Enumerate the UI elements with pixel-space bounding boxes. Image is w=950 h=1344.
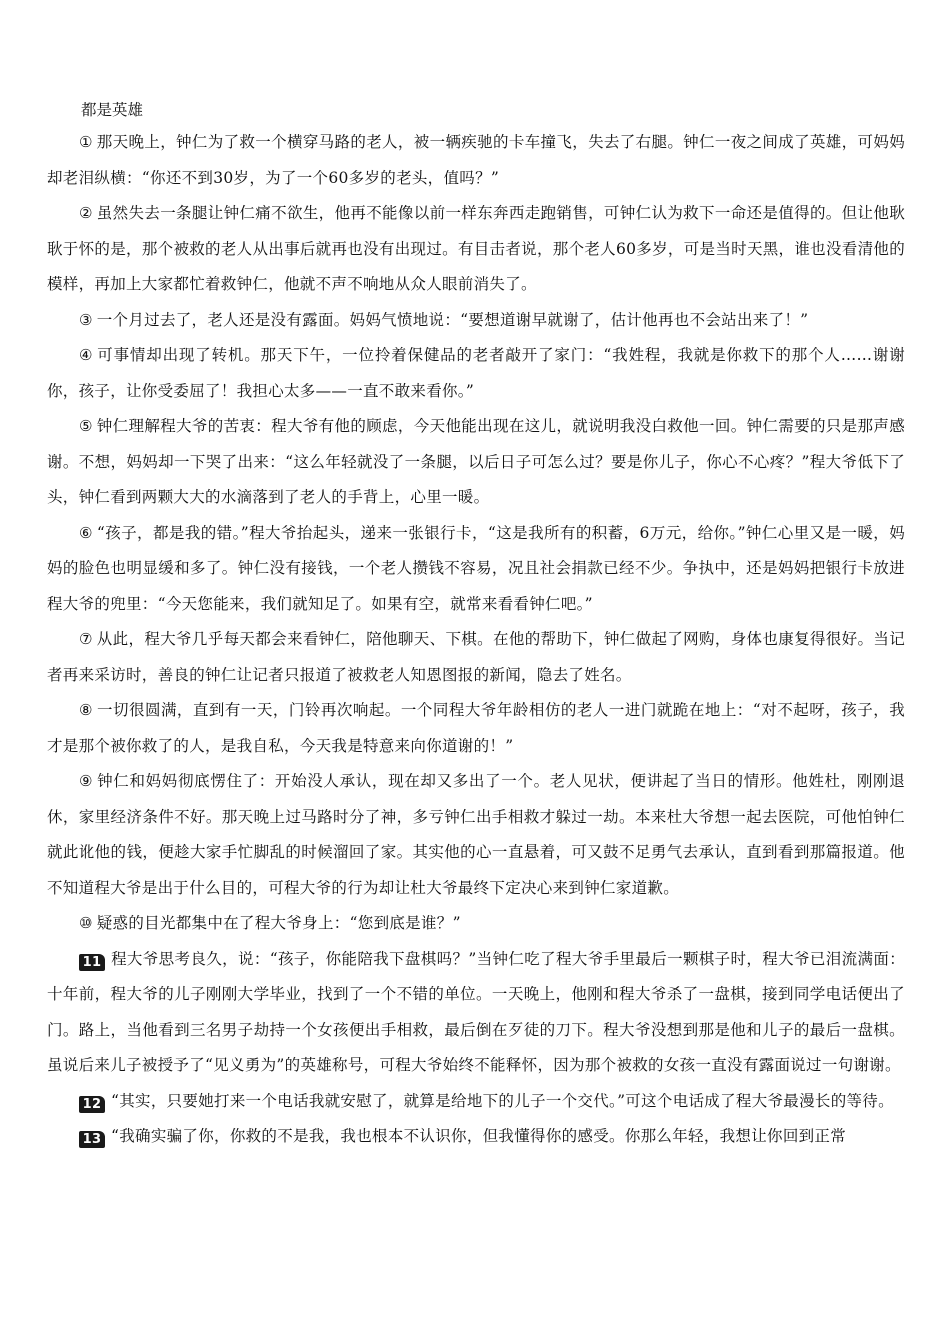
paragraph-text: 程大爷思考良久，说：“孩子，你能陪我下盘棋吗？”当钟仁吃了程大爷手里最后一颗棋子时，程大爷已泪流满面：十年前，程大爷的儿子刚刚大学毕业，找到了一个不错的单位。一天晚上，他刚和程大爷杀了一盘棋，接到同学电话便出了门。路上，当他看到三名男子劫持一个女孩便出手相救，最后倒在歹徒的刀下。程大爷没想到那是他和儿子的最后一盘棋。虽说后来儿子被授予了“见义勇为”的英雄称号，可程大爷始终不能释怀，因为那个被救的女孩一直没有露面说过一句谢谢。	[47, 949, 905, 1074]
paragraph-1	[47, 125, 905, 196]
paragraph-text: 疑惑的目光都集中在了程大爷身上：“您到底是谁？”	[96, 914, 461, 932]
paragraph-number: ⑨	[79, 772, 94, 790]
paragraph-number: ①	[79, 133, 93, 151]
paragraph-number-badge: 12	[79, 1096, 105, 1113]
article-title: 都是英雄	[81, 101, 144, 119]
paragraph-number: ⑤	[79, 417, 93, 435]
paragraph-text: 那天晚上，钟仁为了救一个横穿马路的老人，被一辆疾驰的卡车撞飞，失去了右腿。钟仁一夜之间成了英雄，可妈妈却老泪纵横：“你还不到30岁，为了一个60多岁的老头，值吗？”	[47, 133, 905, 187]
paragraph-number-badge: 13	[79, 1131, 105, 1148]
paragraph-5	[47, 409, 905, 516]
paragraph-text: 可事情却出现了转机。那天下午，一位拎着保健品的老者敲开了家门：“我姓程，我就是你救下的那个人……谢谢你，孩子，让你受委屈了！我担心太多——一直不敢来看你。”	[47, 346, 905, 400]
paragraph-number: ⑩	[79, 914, 93, 932]
paragraph-text: 虽然失去一条腿让钟仁痛不欲生，他再不能像以前一样东奔西走跑销售，可钟仁认为救下一命还是值得的。但让他耿耿于怀的是，那个被救的老人从出事后就再也没有出现过。有目击者说，那个老人60多岁，可是当时天黑，谁也没看清他的模样，再加上大家都忙着救钟仁，他就不声不响地从众人眼前消失了。	[47, 204, 905, 293]
paragraph-12	[47, 1084, 905, 1120]
paragraph-text: 钟仁理解程大爷的苦衷：程大爷有他的顾虑，今天他能出现在这儿，就说明我没白救他一回。钟仁需要的只是那声感谢。不想，妈妈却一下哭了出来：“这么年轻就没了一条腿，以后日子可怎么过？要是你儿子，你心不心疼？”程大爷低下了头，钟仁看到两颗大大的水滴落到了老人的手背上，心里一暖。	[47, 417, 905, 506]
paragraph-9	[47, 764, 905, 906]
paragraph-11	[47, 942, 905, 1084]
paragraph-number: ②	[79, 204, 93, 222]
paragraph-number: ⑧	[79, 701, 93, 719]
document-page	[47, 96, 905, 1155]
paragraph-text: “孩子，都是我的错。”程大爷抬起头，递来一张银行卡，“这是我所有的积蓄，6万元，给你。”钟仁心里又是一暖，妈妈的脸色也明显缓和多了。钟仁没有接钱，一个老人攒钱不容易，况且社会捐款已经不少。争执中，还是妈妈把银行卡放进程大爷的兜里：“今天您能来，我们就知足了。如果有空，就常来看看钟仁吧。”	[47, 523, 906, 613]
paragraph-text: 一切很圆满，直到有一天，门铃再次响起。一个同程大爷年龄相仿的老人一进门就跪在地上：“对不起呀，孩子，我才是那个被你救了的人，是我自私，今天我是特意来向你道谢的！”	[47, 701, 905, 755]
paragraph-number: ⑦	[79, 630, 93, 648]
paragraph-number: ⑥	[79, 523, 93, 542]
paragraph-6	[47, 516, 905, 623]
paragraph-3	[47, 303, 905, 339]
paragraph-number: ④	[79, 346, 94, 364]
paragraph-10	[47, 906, 905, 942]
paragraph-8	[47, 693, 905, 764]
paragraph-4	[47, 338, 905, 409]
paragraph-text: “其实，只要她打来一个电话我就安慰了，就算是给地下的儿子一个交代。”可这个电话成了程大爷最漫长的等待。	[111, 1091, 894, 1110]
paragraph-7	[47, 622, 905, 693]
paragraph-13	[47, 1119, 905, 1155]
paragraph-text: 一个月过去了，老人还是没有露面。妈妈气愤地说：“要想道谢早就谢了，估计他再也不会站出来了！”	[96, 310, 809, 329]
paragraph-text: “我确实骗了你，你救的不是我，我也根本不认识你，但我懂得你的感受。你那么年轻，我想让你回到正常	[111, 1127, 847, 1145]
paragraph-text: 钟仁和妈妈彻底愣住了：开始没人承认，现在却又多出了一个。老人见状，便讲起了当日的情形。他姓杜，刚刚退休，家里经济条件不好。那天晚上过马路时分了神，多亏钟仁出手相救才躲过一劫。本来杜大爷想一起去医院，可他怕钟仁就此讹他的钱，便趁大家手忙脚乱的时候溜回了家。其实他的心一直悬着，可又鼓不足勇气去承认，直到看到那篇报道。他不知道程大爷是出于什么目的，可程大爷的行为却让杜大爷最终下定决心来到钟仁家道歉。	[47, 772, 905, 897]
paragraph-2	[47, 196, 905, 303]
paragraph-number: ③	[79, 310, 93, 329]
paragraph-text: 从此，程大爷几乎每天都会来看钟仁，陪他聊天、下棋。在他的帮助下，钟仁做起了网购，身体也康复得很好。当记者再来采访时，善良的钟仁让记者只报道了被救老人知恩图报的新闻，隐去了姓名。	[47, 630, 905, 684]
paragraph-number-badge: 11	[79, 954, 105, 971]
